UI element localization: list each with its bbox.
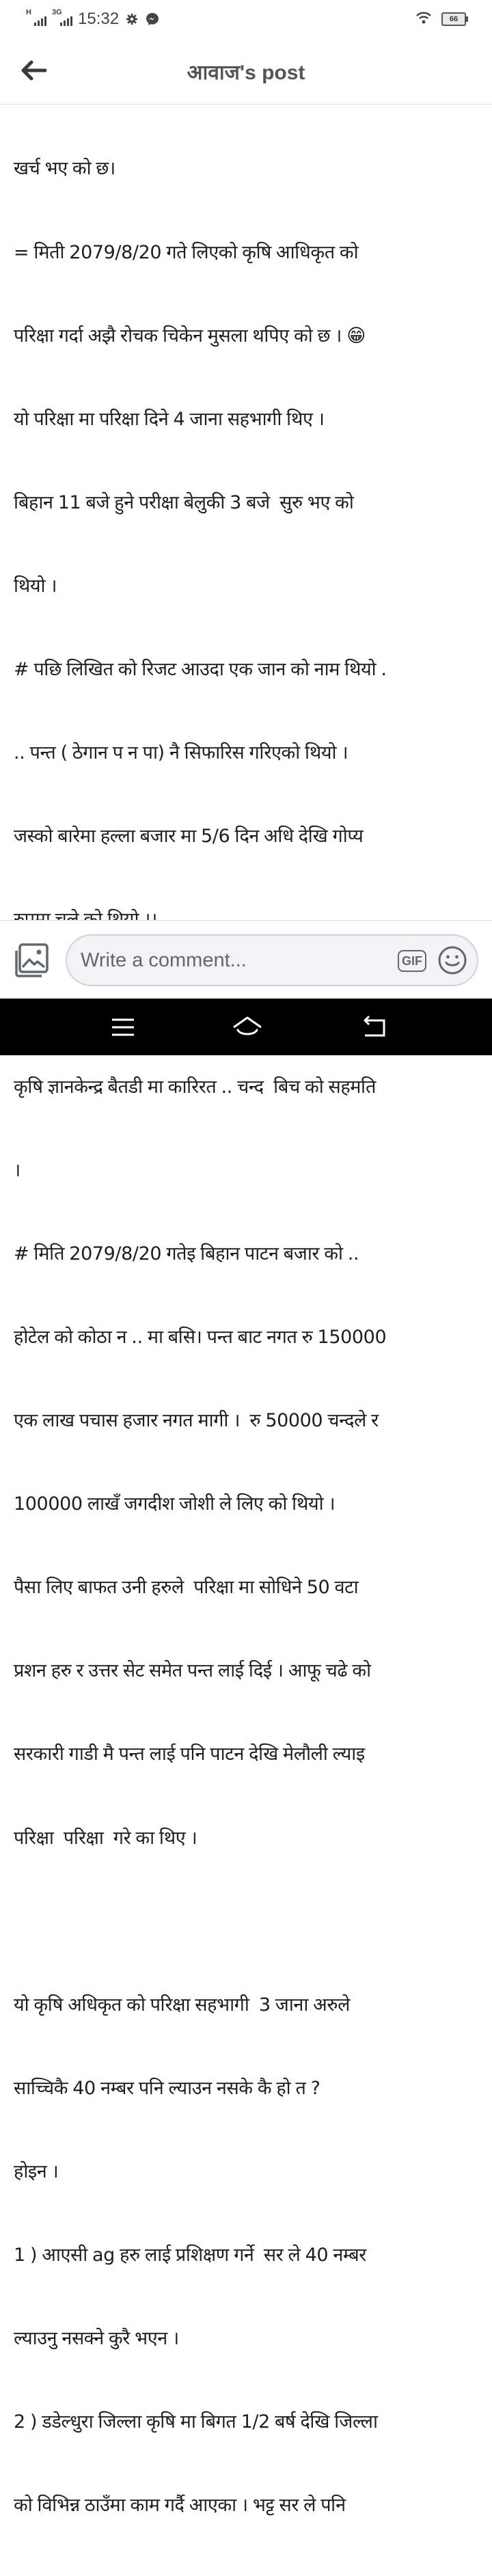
post-line: कृषि ज्ञानकेन्द्र बैतडी मा कारिरत .. चन्द बिच को सहमति <box>14 1076 377 1098</box>
post-line: # पछि लिखित को रिजट आउदा एक जान को नाम थियो . <box>14 659 387 681</box>
post-line-blank <box>14 1908 485 1936</box>
post-line: यो कृषि अधिकृत को परिक्षा सहभागी 3 जाना अरुले <box>14 1994 351 2016</box>
photo-button[interactable] <box>14 943 49 978</box>
post-line: 1 ) आएसी ag हरु लाई प्रशिक्षण गर्ने सर ले 40 नम्बर <box>14 2245 366 2266</box>
post-line: पैसा लिए बाफत उनी हरुले परिक्षा मा सोधिने 50 वटा <box>14 1577 359 1599</box>
signal-h-label: H <box>26 8 31 16</box>
app-header <box>0 38 492 105</box>
post-line: # मिति 2079/8/20 गतेइ बिहान पाटन बजार को .. <box>14 1243 359 1264</box>
system-nav-bar <box>0 999 492 1055</box>
status-right <box>415 11 466 27</box>
battery-level: 66 <box>449 15 459 23</box>
post-line: होटेल को कोठा न .. मा बसि। पन्त बाट नगत रु 150000 <box>14 1326 387 1348</box>
comment-composer <box>0 920 492 999</box>
battery-icon <box>441 12 466 26</box>
photo-icon <box>14 943 49 978</box>
messenger-icon <box>145 12 160 27</box>
post-line: खर्च भए को छ। <box>14 158 115 180</box>
post-line: जस्को बारेमा हल्ला बजार मा 5/6 दिन अधि देखि गोप्य <box>14 826 364 848</box>
emoji-button[interactable] <box>437 945 467 975</box>
post-line: सरकारी गाडी मै पन्त लाई पनि पाटन देखि मेलौली ल्याइ <box>14 1744 365 1765</box>
wifi-icon <box>415 11 432 27</box>
status-left <box>26 10 160 29</box>
signal-3g-label: 3G <box>52 8 62 16</box>
return-icon <box>359 1012 390 1042</box>
signal-h-icon <box>26 8 46 26</box>
post-line: थियो । <box>14 575 57 597</box>
post-line: साच्चिकै 40 नम्बर पनि ल्याउन नसके कै हो त ? <box>14 2077 320 2099</box>
post-line: = मिती 2079/8/20 गते लिएको कृषि आधिकृत को <box>14 241 359 263</box>
clock: 15:32 <box>78 10 120 28</box>
post-line: एक लाख पचास हजार नगत मागी । रु 50000 चन्दले र <box>14 1410 379 1432</box>
post-line: 100000 लाखँ जगदीश जोशी ले लिए को थियो । <box>14 1493 336 1515</box>
post-line: परिक्षा परिक्षा गरे का थिए । <box>14 1827 197 1849</box>
post-line: ल्याउनु नसक्ने कुरै भएन । <box>14 2328 179 2350</box>
post-text <box>14 100 485 2576</box>
home-icon <box>231 1012 264 1042</box>
post-line: । <box>14 1159 20 1181</box>
post-line: बिहान 11 बजे हुने परीक्षा बेलुकी 3 बजे सुरु भए को <box>14 491 354 513</box>
post-line: 2 ) डडेल्धुरा जिल्ला कृषि मा बिगत 1/2 बर्ष देखि जिल्ला <box>14 2411 378 2433</box>
comment-box[interactable] <box>66 934 478 986</box>
post-line: .. पन्त ( ठेगान प न पा) नै सिफारिस गरिएको थियो । <box>14 742 348 764</box>
post-line: को विभिन्न ठाउँमा काम गर्दै आएका । भट्ट सर ले पनि <box>14 2495 346 2517</box>
post-line: परिक्षा गर्दा अझै रोचक चिकेन मुसला थपिए को छ । 😁 <box>14 325 366 347</box>
back-nav-button[interactable] <box>359 1012 390 1042</box>
menu-icon <box>108 1012 138 1042</box>
gif-button[interactable]: GIF <box>398 950 426 972</box>
comment-input[interactable] <box>81 936 381 985</box>
home-nav-button[interactable] <box>231 1012 261 1042</box>
status-bar <box>0 0 492 38</box>
menu-nav-button[interactable] <box>108 1012 138 1042</box>
smiley-icon <box>437 945 467 975</box>
page-title: आवाज's post <box>187 62 305 84</box>
post-line: यो परिक्षा मा परिक्षा दिने 4 जाना सहभागी थिए । <box>14 408 325 430</box>
gear-icon <box>124 12 139 27</box>
signal-3g-icon <box>52 8 72 26</box>
post-line: होइन । <box>14 2161 59 2183</box>
post-line: प्रशन हरु र उत्तर सेट समेत पन्त लाई दिई । आफू चढे को <box>14 1660 371 1682</box>
